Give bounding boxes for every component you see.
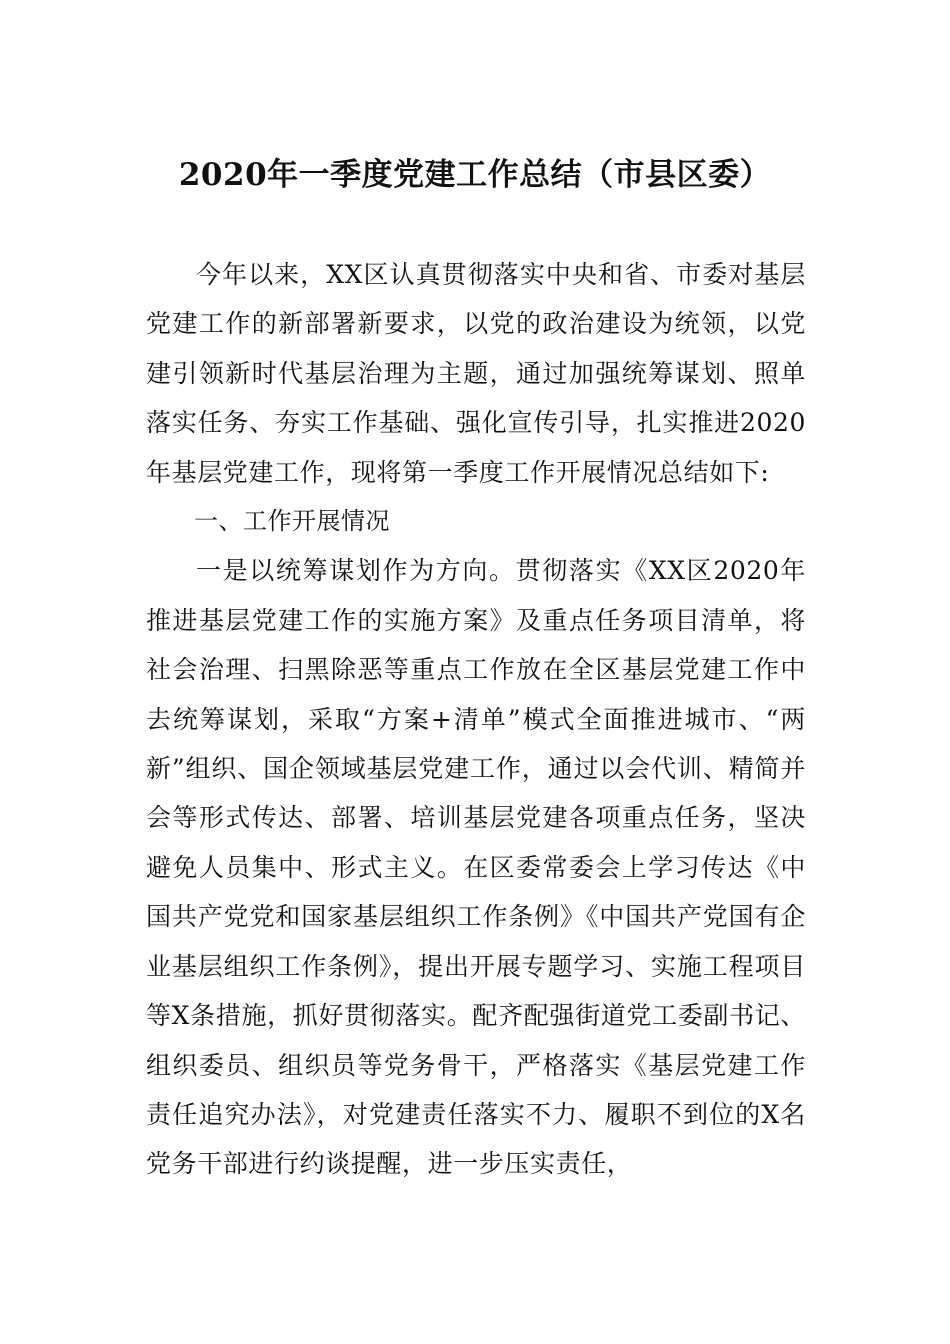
document-title: 2020年一季度党建工作总结（市县区委） [178, 157, 772, 193]
document-body [146, 250, 806, 1189]
section-heading: 一、工作开展情况 [194, 507, 390, 536]
body-paragraph: 一是以统筹谋划作为方向。贯彻落实《XX区2020年推进基层党建工作的实施方案》及重点任务项目清单，将社会治理、扫黑除恶等重点工作放在全区基层党建工作中去统筹谋划，采取“方案+清单”模式全面推进城市、“两新”组织、国企领域基层党建工作，通过以会代训、精简并会等形式传达、部署、培训基层党建各项重点任务，坚决避免人员集中、形式主义。在区委常委会上学习传达《中国共产党党和国家基层组织工作条例》《中国共产党国有企业基层组织工作条例》，提出开展专题学习、实施工程项目等X条措施，抓好贯彻落实。配齐配强街道党工委副书记、组织委员、组织员等党务骨干，严格落实《基层党建工作责任追究办法》，对党建责任落实不力、履职不到位的X名党务干部进行约谈提醒，进一步压实责任， [146, 556, 806, 1179]
intro-paragraph: 今年以来，XX区认真贯彻落实中央和省、市委对基层党建工作的新部署新要求，以党的政治建设为统领，以党建引领新时代基层治理为主题，通过加强统筹谋划、照单落实任务、夯实工作基础、强化宣传引导，扎实推进2020年基层党建工作，现将第一季度工作开展情况总结如下: [146, 260, 806, 487]
